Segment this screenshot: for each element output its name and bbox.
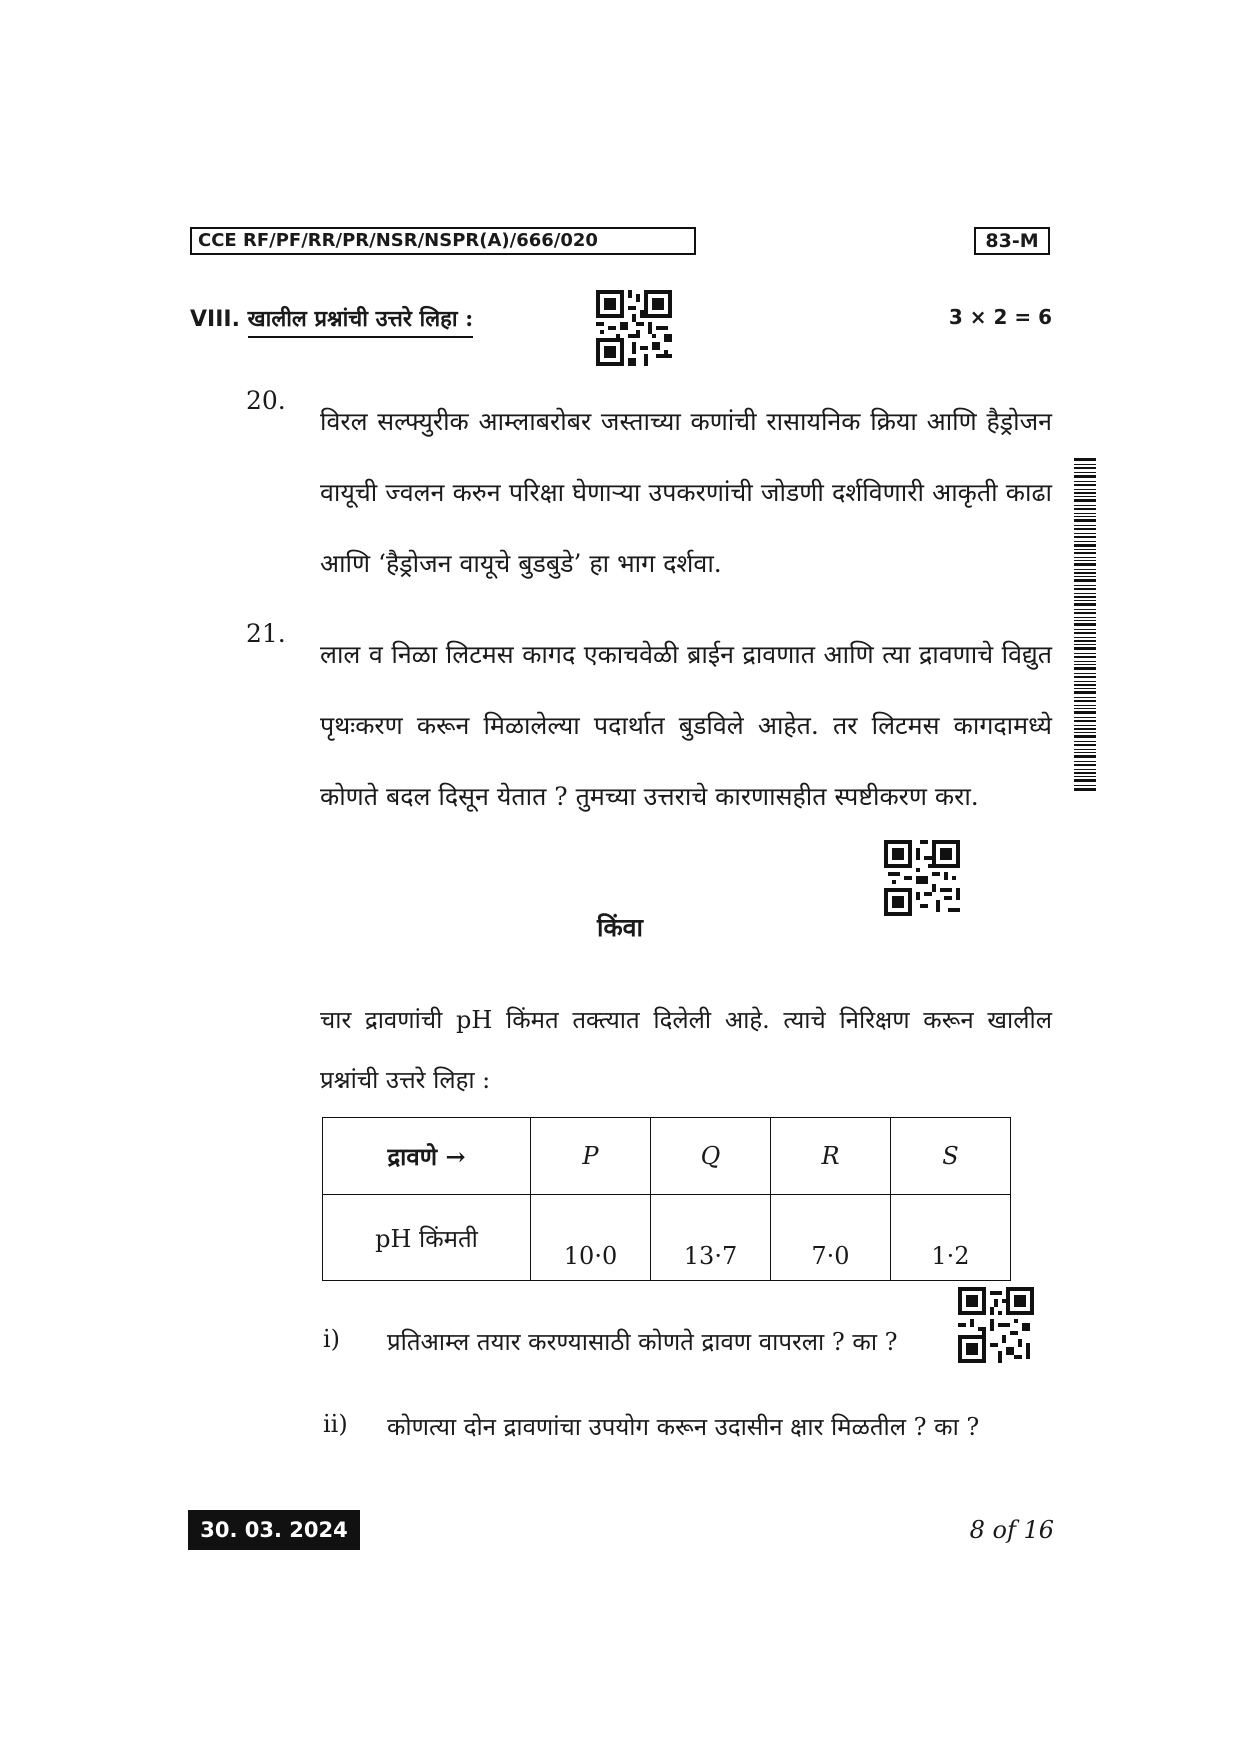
subquestion-number: ii)	[323, 1410, 348, 1438]
table-cell: 7·0	[771, 1195, 891, 1281]
question-text: विरल सल्फ्युरीक आम्लाबरोबर जस्ताच्या कणांची रासायनिक क्रिया आणि हैड्रोजन वायूची ज्वलन करुन परिक्षा घेणाऱ्या उपकरणांची जोडणी दर्शविणारी आकृती काढा आणि ‘हैड्रोजन वायूचे बुडबुडे’ हा भाग दर्शवा.	[320, 407, 1052, 578]
qr-code-icon	[884, 840, 960, 916]
qr-code-icon	[596, 290, 672, 366]
barcode-graphic	[1074, 458, 1096, 792]
table-column-header: P	[531, 1118, 651, 1195]
paper-code: 83-M	[974, 227, 1050, 255]
question-number: 20.	[246, 386, 286, 415]
table-header-row	[323, 1118, 1011, 1195]
or-separator: किंवा	[596, 913, 644, 942]
qr-code-graphic	[958, 1287, 1034, 1363]
qr-code-graphic	[884, 840, 960, 916]
subquestion-number: i)	[323, 1325, 341, 1353]
subquestion-text: प्रतिआम्ल तयार करण्यासाठी कोणते द्रावण वापरला ? का ?	[387, 1328, 898, 1356]
ph-table	[322, 1117, 1011, 1281]
qr-code-graphic	[596, 290, 672, 366]
alternative-intro: चार द्रावणांची pH किंमत तक्त्यात दिलेली आहे. त्याचे निरिक्षण करून खालील प्रश्नांची उत्तरे लिहा :	[320, 1006, 1052, 1094]
table-column-header: R	[771, 1118, 891, 1195]
exam-date: 30. 03. 2024	[188, 1510, 360, 1550]
table-row	[323, 1195, 1011, 1281]
table-header-label: द्रावणे →	[323, 1118, 531, 1195]
question-number: 21.	[246, 619, 286, 648]
table-row-label: pH किंमती	[323, 1195, 531, 1281]
table-cell: 13·7	[651, 1195, 771, 1281]
exam-code: CCE RF/PF/RR/PR/NSR/NSPR(A)/666/020	[190, 227, 696, 255]
page-number: 8 of 16	[969, 1516, 1054, 1544]
section-marks: 3 × 2 = 6	[948, 305, 1052, 329]
section-number: VIII.	[190, 307, 240, 332]
section-heading	[190, 303, 473, 333]
qr-code-icon	[958, 1287, 1034, 1363]
subquestion-text: कोणत्या दोन द्रावणांचा उपयोग करून उदासीन क्षार मिळतील ? का ?	[387, 1413, 980, 1441]
table-cell: 1·2	[891, 1195, 1011, 1281]
table-cell: 10·0	[531, 1195, 651, 1281]
question-text: लाल व निळा लिटमस कागद एकाचवेळी ब्राईन द्रावणात आणि त्या द्रावणाचे विद्युत पृथःकरण करून मिळालेल्या पदार्थात बुडविले आहेत. तर लिटमस कागदामध्ये कोणते बदल दिसून येतात ? तुमच्या उत्तराचे कारणासहीत स्पष्टीकरण करा.	[320, 640, 1052, 811]
table-column-header: S	[891, 1118, 1011, 1195]
barcode-icon	[1074, 458, 1096, 792]
section-title: खालील प्रश्नांची उत्तरे लिहा :	[248, 306, 474, 338]
table-column-header: Q	[651, 1118, 771, 1195]
